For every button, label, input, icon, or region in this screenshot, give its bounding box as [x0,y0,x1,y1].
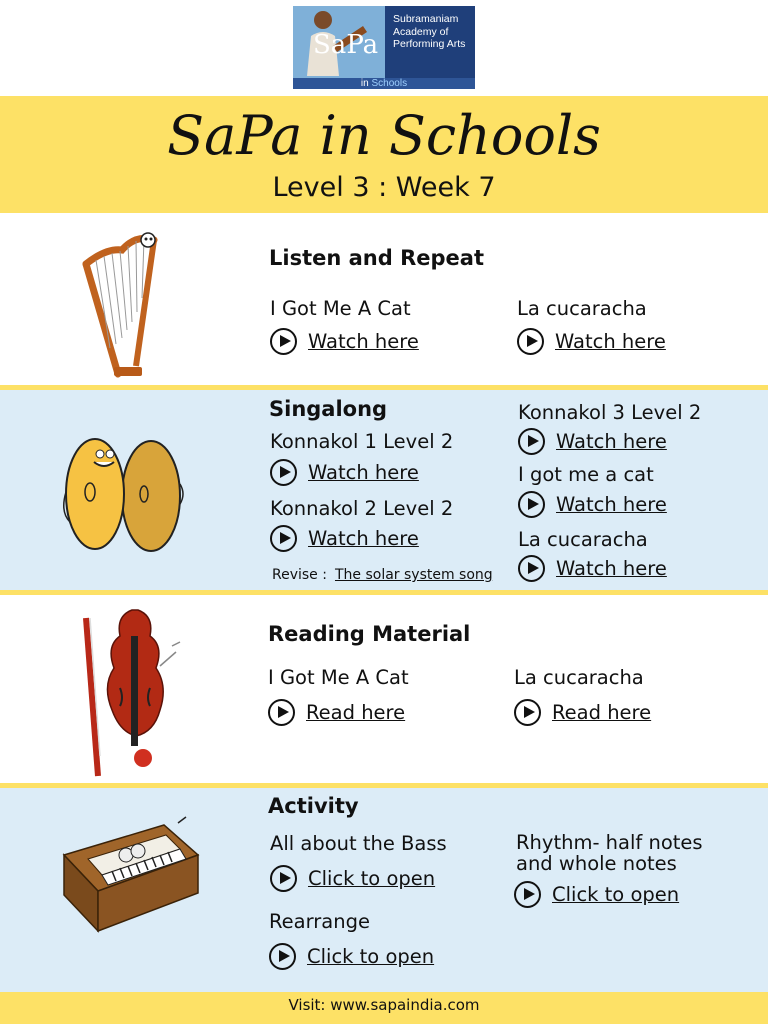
listen-item-title: La cucaracha [517,297,647,320]
singalong-item-watch-link[interactable] [518,426,667,456]
logo-strip-prefix: in [360,78,369,89]
footer [0,992,768,1024]
footer-text[interactable]: Visit: www.sapaindia.com [288,996,480,1014]
listen-item-title: I Got Me A Cat [270,297,411,320]
watch-link-label[interactable]: Watch here [555,329,666,353]
play-icon [518,491,545,518]
listen-item-watch-link[interactable] [270,326,419,356]
play-icon [517,328,544,355]
singalong-item-watch-link[interactable] [518,553,667,583]
reading-heading: Reading Material [268,622,471,646]
harmonium-icon [58,815,206,939]
singalong-item-watch-link[interactable] [518,489,667,519]
revise-line [272,567,493,583]
violin-icon [76,606,186,782]
play-icon [514,699,541,726]
singalong-item-title: Konnakol 3 Level 2 [518,401,702,424]
section-divider [0,590,768,595]
revise-label: Revise : [272,567,327,583]
activity-item-title-line: and whole notes [516,852,677,875]
play-icon [269,943,296,970]
read-link-label[interactable]: Read here [306,700,406,724]
activity-item-title [516,832,703,874]
watch-link-label[interactable]: Watch here [556,492,667,516]
logo-strip [293,78,475,89]
activity-heading: Activity [268,794,359,818]
listen-heading: Listen and Repeat [269,246,484,270]
play-icon [518,428,545,455]
watch-link-label[interactable]: Watch here [556,429,667,453]
singalong-item-title: Konnakol 1 Level 2 [270,430,454,453]
singalong-item-title: Konnakol 2 Level 2 [270,497,454,520]
read-link-label[interactable]: Read here [552,700,652,724]
page-title: SaPa in Schools [167,104,601,167]
activity-item-title: All about the Bass [270,832,447,855]
reading-item-title: I Got Me A Cat [268,666,409,689]
logo-org-name: Subramaniam Academy of Performing Arts [393,13,466,50]
revise-link[interactable]: The solar system song [334,567,493,583]
logo-wordmark: SaPa [313,30,379,60]
logo-strip-highlight: Schools [371,78,408,89]
reading-item-title: La cucaracha [514,666,644,689]
play-icon [270,525,297,552]
watch-link-label[interactable]: Watch here [308,460,419,484]
play-icon [270,328,297,355]
reading-item-read-link[interactable] [514,697,651,727]
singalong-item-title: La cucaracha [518,528,648,551]
open-link-label[interactable]: Click to open [552,882,680,906]
activity-item-title-line: Rhythm- half notes [516,831,703,854]
sapa-logo [293,6,475,89]
page-subtitle: Level 3 : Week 7 [272,172,496,203]
watch-link-label[interactable]: Watch here [556,556,667,580]
play-icon [270,865,297,892]
cymbals-icon [60,432,186,554]
watch-link-label[interactable]: Watch here [308,329,419,353]
activity-item-title: Rearrange [269,910,370,933]
play-icon [514,881,541,908]
title-banner [0,96,768,213]
singalong-item-title: I got me a cat [518,463,654,486]
open-link-label[interactable]: Click to open [308,866,436,890]
play-icon [270,459,297,486]
singalong-heading: Singalong [269,397,388,421]
singalong-item-watch-link[interactable] [270,457,419,487]
play-icon [518,555,545,582]
activity-item-open-link[interactable] [269,941,434,971]
activity-item-open-link[interactable] [514,879,679,909]
play-icon [268,699,295,726]
singalong-item-watch-link[interactable] [270,523,419,553]
watch-link-label[interactable]: Watch here [308,526,419,550]
open-link-label[interactable]: Click to open [307,944,435,968]
reading-item-read-link[interactable] [268,697,405,727]
harp-icon [72,226,164,380]
activity-item-open-link[interactable] [270,863,435,893]
listen-item-watch-link[interactable] [517,326,666,356]
